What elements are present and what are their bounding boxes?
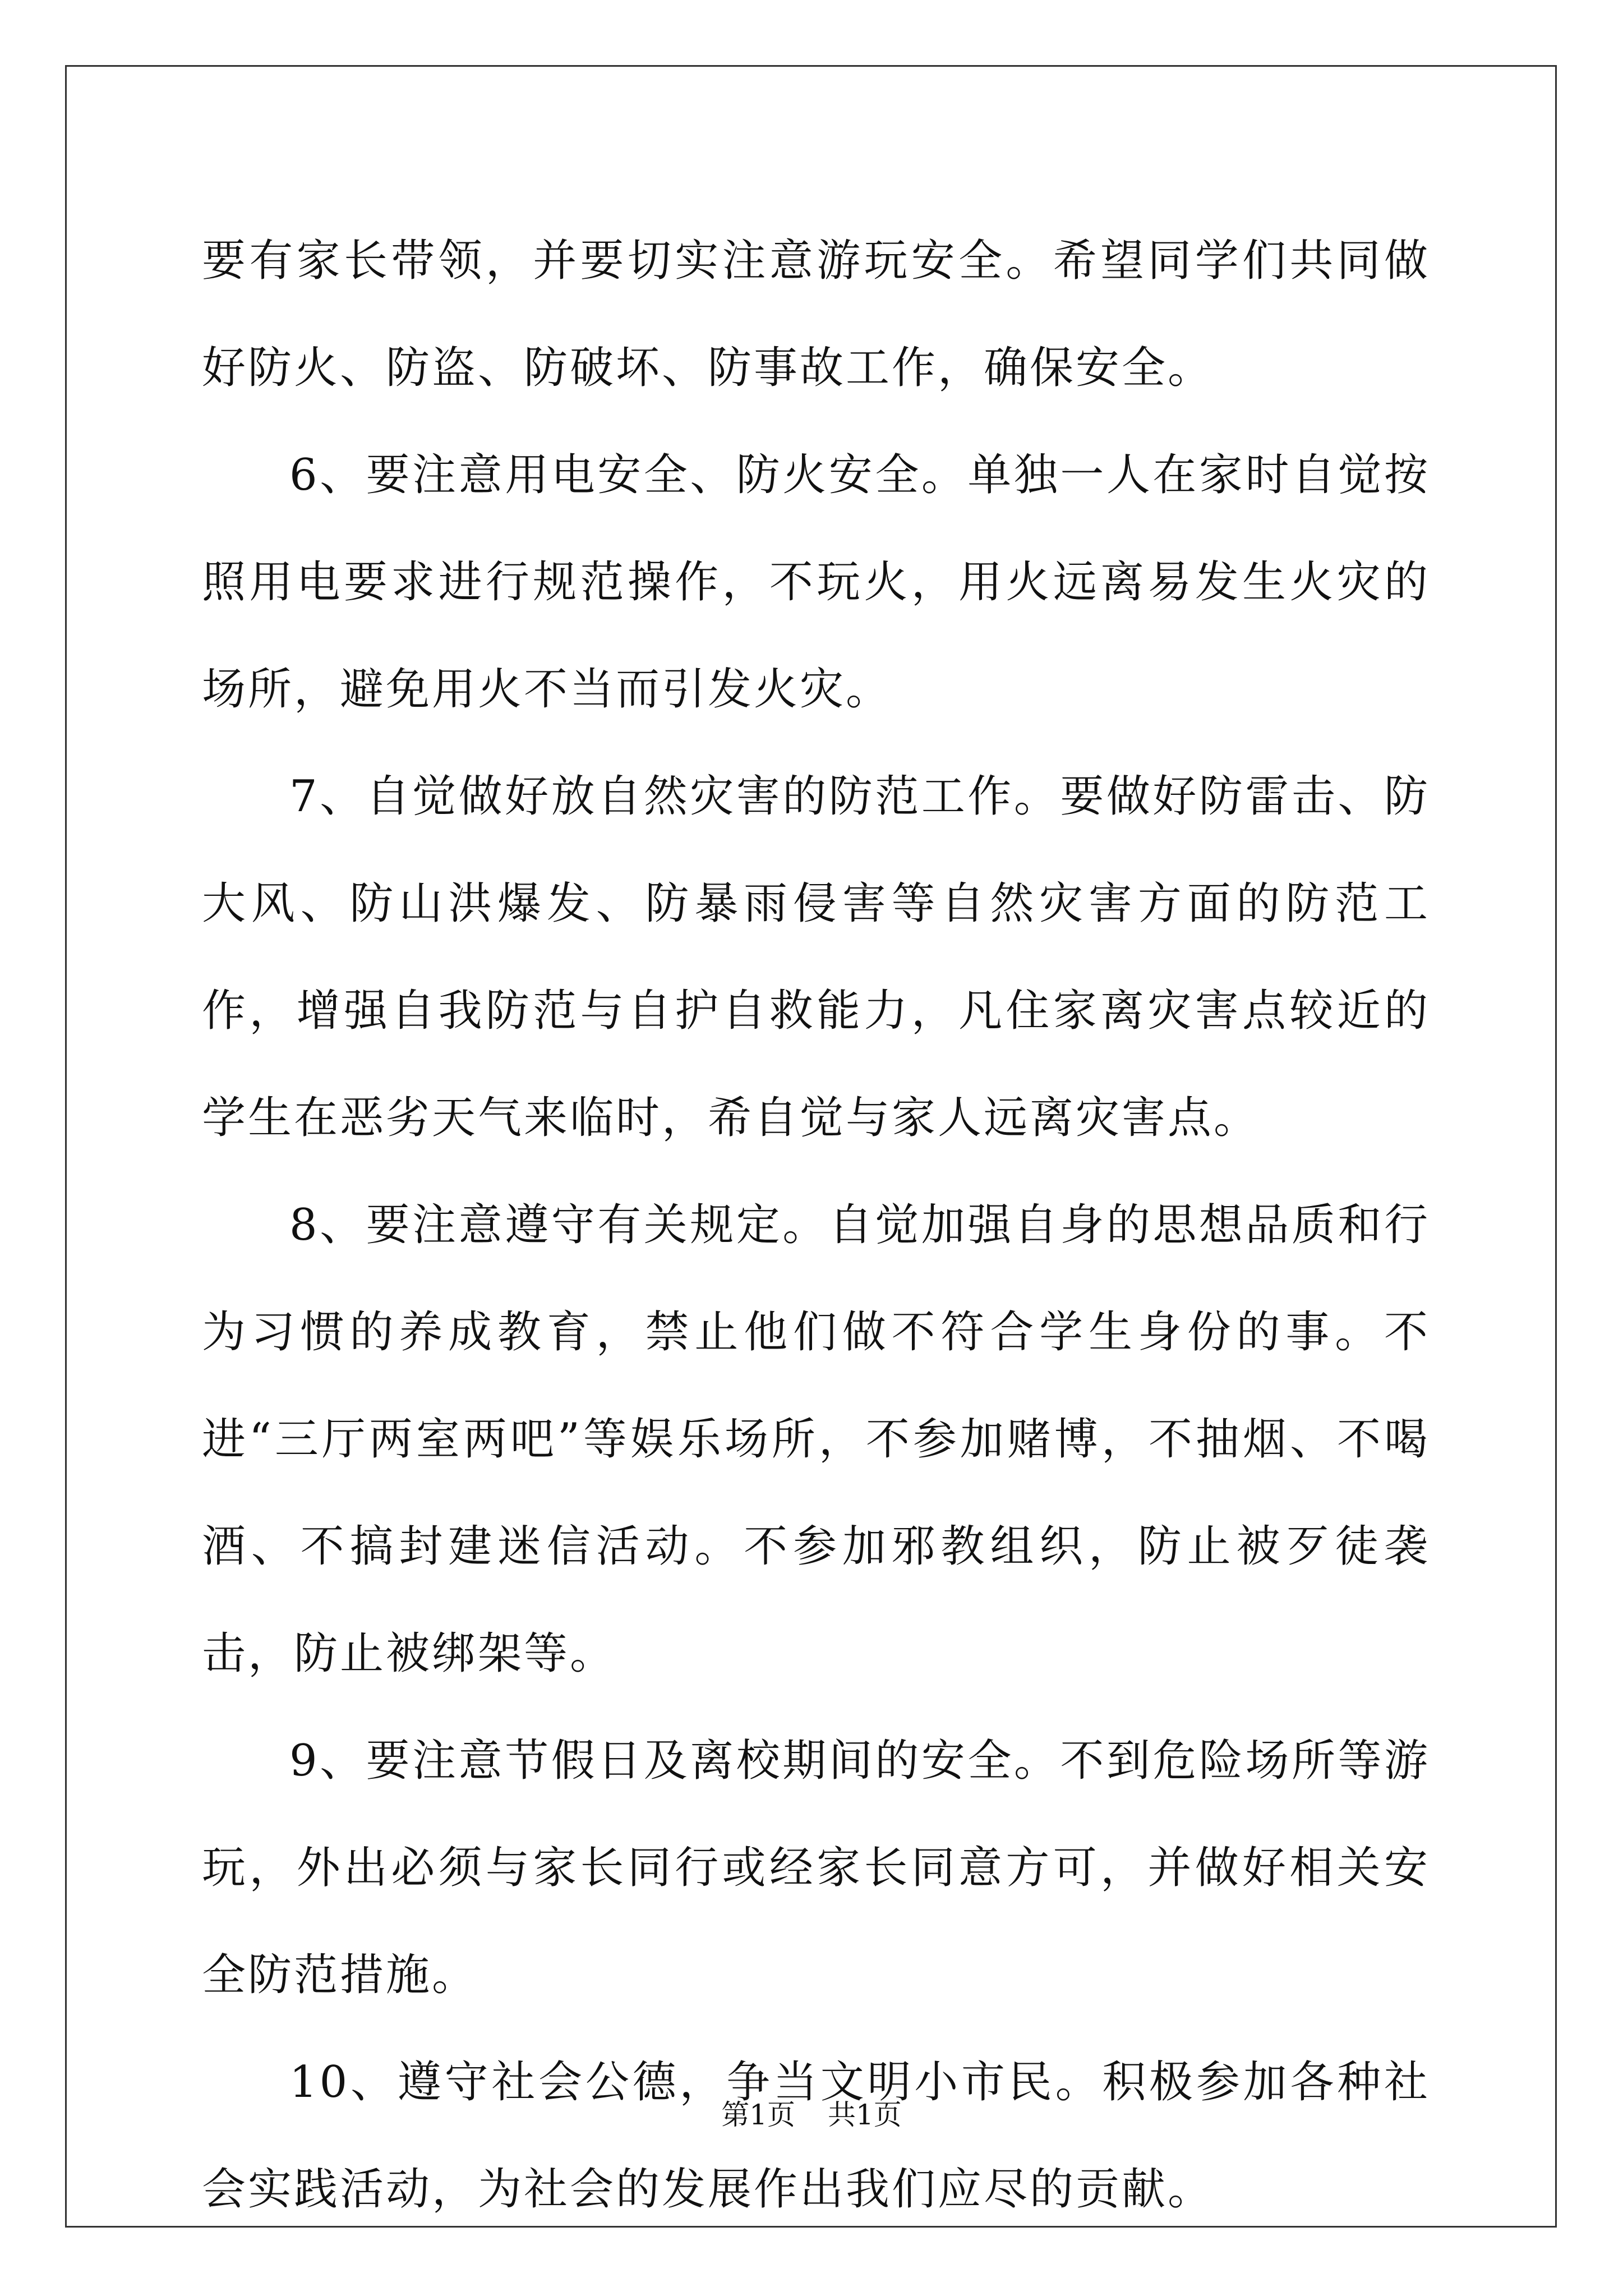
page-number-current: 第1页 [721, 2099, 795, 2131]
paragraph-item-9: 9、要注意节假日及离校期间的安全。不到危险场所等游玩，外出必须与家长同行或经家长同意方可，并做好相关安全防范措施。 [202, 1736, 1430, 2000]
document-body [202, 208, 1430, 2243]
paragraph-item-6: 6、要注意用电安全、防火安全。单独一人在家时自觉按照用电要求进行规范操作，不玩火，用火远离易发生火灾的场所，避免用火不当而引发火灾。 [202, 450, 1430, 715]
paragraph-item-8: 8、要注意遵守有关规定。自觉加强自身的思想品质和行为习惯的养成教育，禁止他们做不符合学生身份的事。不进“三厅两室两吧”等娱乐场所，不参加赌博，不抽烟、不喝酒、不搞封建迷信活动。不参加邪教组织，防止被歹徒袭击，防止被绑架等。 [202, 1200, 1430, 1679]
paragraph-item-10: 10、遵守社会公德，争当文明小市民。积极参加各种社会实践活动，为社会的发展作出我们应尽的贡献。 [202, 2057, 1430, 2215]
paragraph-continuation: 要有家长带领，并要切实注意游玩安全。希望同学们共同做好防火、防盗、防破坏、防事故工作，确保安全。 [202, 236, 1430, 393]
page-number-total: 共1页 [828, 2099, 902, 2131]
paragraph-item-7: 7、自觉做好放自然灾害的防范工作。要做好防雷击、防大风、防山洪爆发、防暴雨侵害等自然灾害方面的防范工作，增强自我防范与自护自救能力，凡住家离灾害点较近的学生在恶劣天气来临时，希自觉与家人远离灾害点。 [202, 771, 1430, 1143]
page-footer [0, 2095, 1623, 2134]
